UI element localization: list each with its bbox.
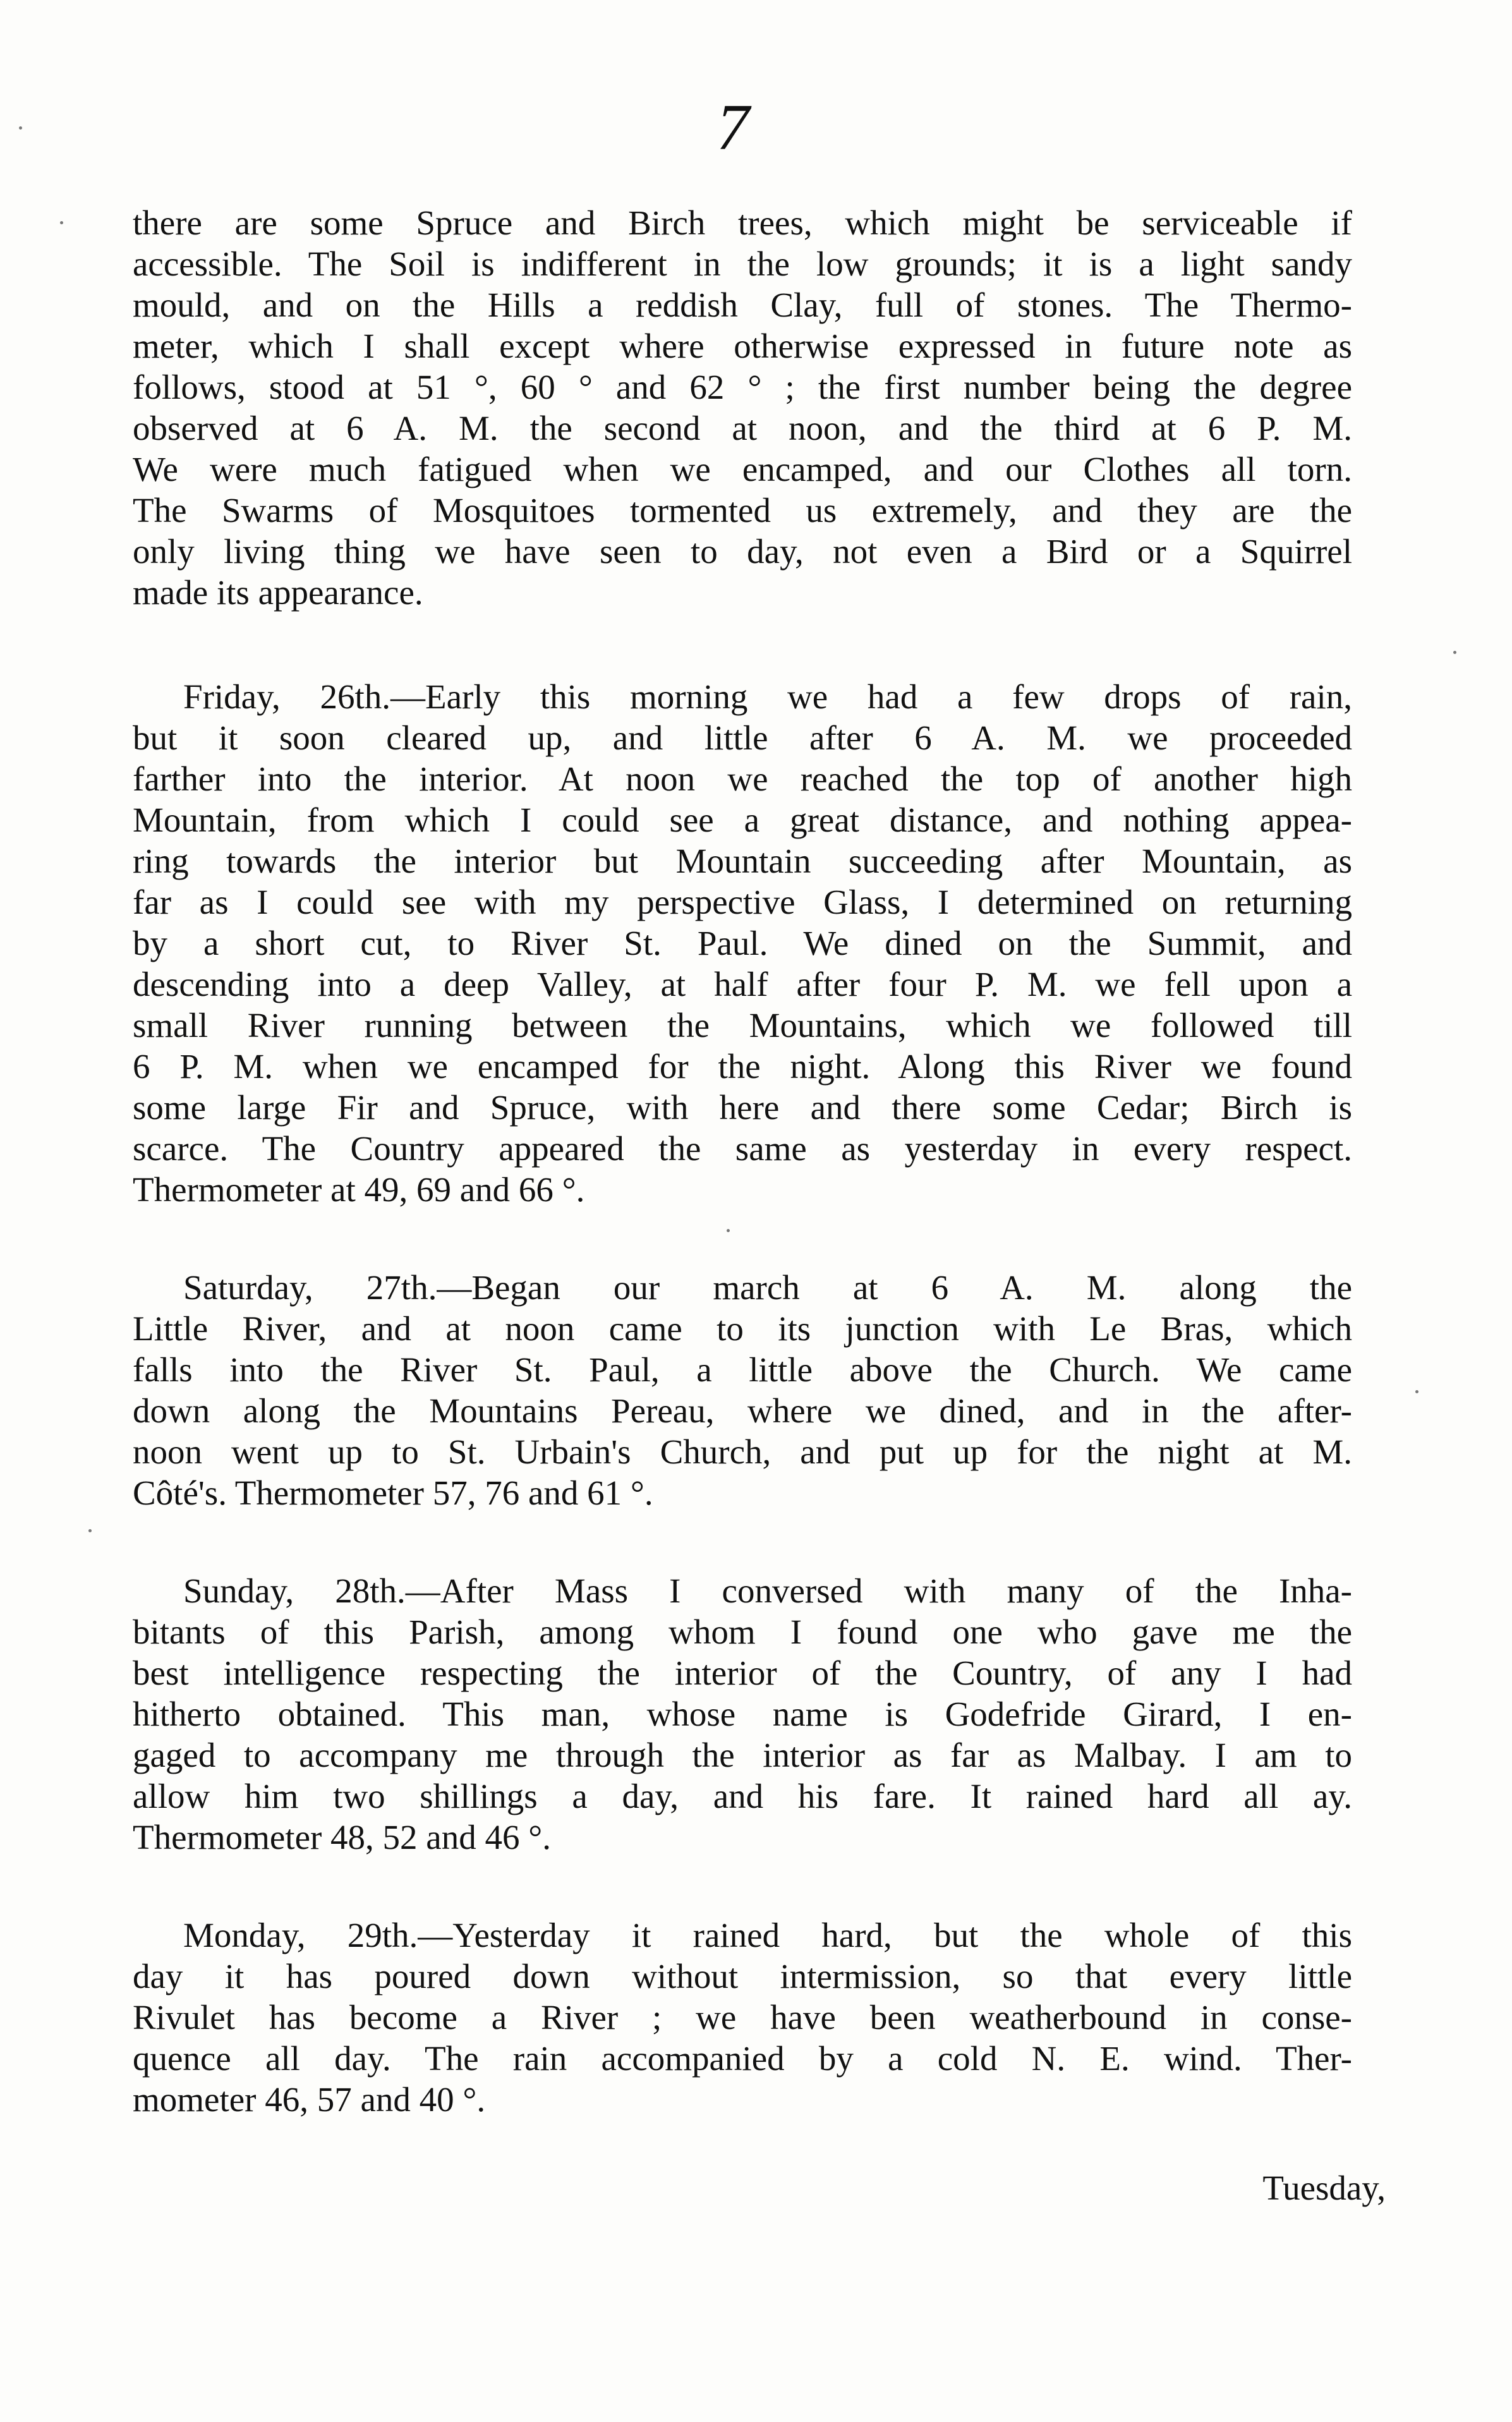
- text-line: farther into the interior. At noon we reached the top of another high: [133, 760, 1352, 798]
- text-line: but it soon cleared up, and little after 6 A. M. we proceeded: [133, 718, 1352, 757]
- text-line: falls into the River St. Paul, a little above the Church. We came: [133, 1350, 1352, 1389]
- text-line: descending into a deep Valley, at half after four P. M. we fell upon a: [133, 965, 1352, 1003]
- text-line: gaged to accompany me through the interior as far as Malbay. I am to: [133, 1736, 1352, 1774]
- text-line: meter, which I shall except where otherwise expressed in future note as: [133, 327, 1352, 365]
- print-speck: [60, 221, 63, 224]
- text-line: small River running between the Mountains, which we followed till: [133, 1006, 1352, 1044]
- text-line: Thermometer at 49, 69 and 66 °.: [133, 1170, 585, 1209]
- text-line: made its appearance.: [133, 573, 423, 612]
- catchword: Tuesday,: [1262, 2169, 1386, 2207]
- text-line: mometer 46, 57 and 40 °.: [133, 2080, 486, 2119]
- text-line: ring towards the interior but Mountain succeeding after Mountain, as: [133, 842, 1352, 880]
- text-line: noon went up to St. Urbain's Church, and put up for the night at M.: [133, 1432, 1352, 1471]
- text-line: by a short cut, to River St. Paul. We dined on the Summit, and: [133, 924, 1352, 962]
- text-line: Little River, and at noon came to its junction with Le Bras, which: [133, 1309, 1352, 1348]
- text-line: 6 P. M. when we encamped for the night. Along this River we found: [133, 1047, 1352, 1086]
- text-line: accessible. The Soil is indifferent in the low grounds; it is a light sandy: [133, 245, 1352, 283]
- text-line: best intelligence respecting the interior of the Country, of any I had: [133, 1654, 1352, 1692]
- text-line: scarce. The Country appeared the same as yesterday in every respect.: [133, 1129, 1352, 1168]
- paragraph-1: [133, 202, 1352, 613]
- paragraph-saturday-27th: [133, 1267, 1352, 1513]
- text-line: Saturday, 27th.—Began our march at 6 A. M. along the: [183, 1268, 1352, 1307]
- text-line: The Swarms of Mosquitoes tormented us extremely, and they are the: [133, 491, 1352, 530]
- text-line: bitants of this Parish, among whom I found one who gave me the: [133, 1613, 1352, 1651]
- text-line: Mountain, from which I could see a great distance, and nothing appea-: [133, 801, 1352, 839]
- paragraph-monday-29th: [133, 1915, 1352, 2120]
- text-line: hitherto obtained. This man, whose name is Godefride Girard, I en-: [133, 1695, 1352, 1733]
- text-line: there are some Spruce and Birch trees, which might be serviceable if: [133, 203, 1352, 242]
- text-line: We were much fatigued when we encamped, and our Clothes all torn.: [133, 450, 1352, 488]
- print-speck: [1415, 1390, 1418, 1393]
- text-line: Côté's. Thermometer 57, 76 and 61 °.: [133, 1474, 653, 1512]
- text-line: only living thing we have seen to day, not even a Bird or a Squirrel: [133, 532, 1352, 571]
- text-line: day it has poured down without intermission, so that every little: [133, 1957, 1352, 1995]
- print-speck: [1453, 651, 1456, 654]
- text-line: Sunday, 28th.—After Mass I conversed with many of the Inha-: [183, 1571, 1352, 1610]
- text-line: far as I could see with my perspective Glass, I determined on returning: [133, 883, 1352, 921]
- print-speck: [727, 1229, 730, 1232]
- page-number: 7: [717, 91, 749, 164]
- text-line: allow him two shillings a day, and his fare. It rained hard all ay.: [133, 1777, 1352, 1815]
- text-line: quence all day. The rain accompanied by a cold N. E. wind. Ther-: [133, 2039, 1352, 2078]
- text-line: some large Fir and Spruce, with here and there some Cedar; Birch is: [133, 1088, 1352, 1127]
- paragraph-friday-26th: [133, 676, 1352, 1210]
- text-line: Monday, 29th.—Yesterday it rained hard, but the whole of this: [183, 1916, 1352, 1954]
- text-line: observed at 6 A. M. the second at noon, and the third at 6 P. M.: [133, 409, 1352, 447]
- text-line: mould, and on the Hills a reddish Clay, full of stones. The Thermo-: [133, 286, 1352, 324]
- text-line: Thermometer 48, 52 and 46 °.: [133, 1818, 551, 1856]
- text-line: Rivulet has become a River ; we have been weatherbound in conse-: [133, 1998, 1352, 2037]
- print-speck: [88, 1529, 92, 1532]
- paragraph-sunday-28th: [133, 1570, 1352, 1858]
- text-line: Friday, 26th.—Early this morning we had a few drops of rain,: [183, 677, 1352, 716]
- text-line: down along the Mountains Pereau, where we dined, and in the after-: [133, 1391, 1352, 1430]
- text-line: follows, stood at 51 °, 60 ° and 62 ° ; the first number being the degree: [133, 368, 1352, 406]
- print-speck: [19, 126, 22, 130]
